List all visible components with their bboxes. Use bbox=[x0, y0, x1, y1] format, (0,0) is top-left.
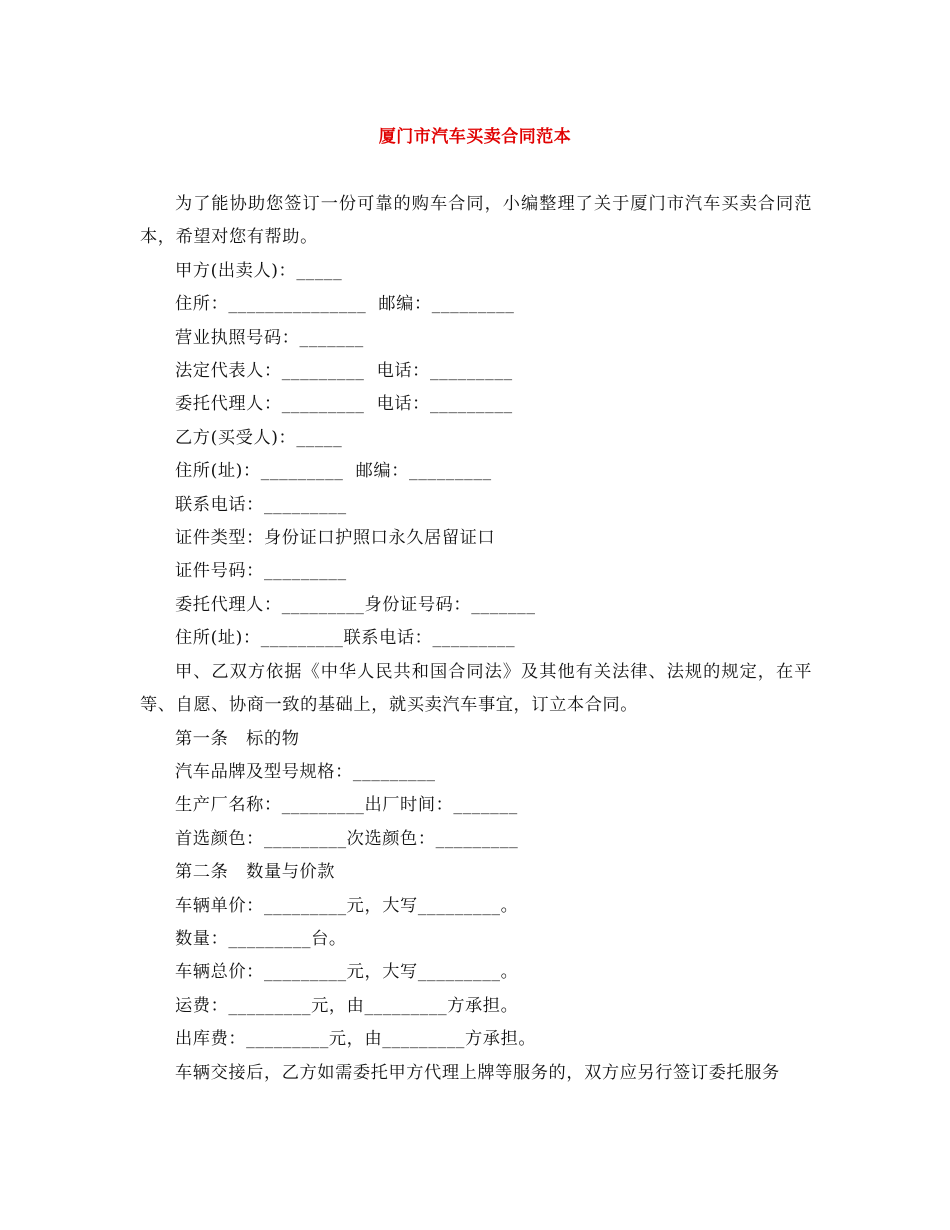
id-type-line: 证件类型：身份证口护照口永久居留证口 bbox=[175, 528, 496, 549]
party-a-agent-line: 委托代理人：_________ 电话：_________ bbox=[175, 394, 513, 415]
article-1-heading: 第一条 标的物 bbox=[175, 728, 300, 749]
business-license-line: 营业执照号码：_______ bbox=[175, 327, 364, 348]
party-a-address-line: 住所：_______________ 邮编：_________ bbox=[175, 294, 515, 315]
party-b-phone-line: 联系电话：_________ bbox=[175, 494, 347, 515]
document-body bbox=[140, 188, 812, 1090]
legal-basis-paragraph: 甲、乙双方依据《中华人民共和国合同法》及其他有关法律、法规的规定，在平等、自愿、协商一致的基础上，就买卖汽车事宜，订立本合同。 bbox=[140, 661, 812, 716]
party-a-seller-line: 甲方(出卖人)：_____ bbox=[175, 260, 343, 281]
party-b-address-line: 住所(址)：_________ 邮编：_________ bbox=[175, 461, 492, 482]
quantity-line: 数量：_________台。 bbox=[175, 928, 347, 949]
vehicle-model-line: 汽车品牌及型号规格：_________ bbox=[175, 761, 436, 782]
unit-price-line: 车辆单价：_________元，大写_________。 bbox=[175, 895, 519, 916]
warehouse-fee-line: 出库费：_________元，由_________方承担。 bbox=[175, 1029, 537, 1050]
party-b-agent-address-line: 住所(址)：_________联系电话：_________ bbox=[175, 628, 516, 649]
id-number-line: 证件号码：_________ bbox=[175, 561, 347, 582]
color-choice-line: 首选颜色：_________次选颜色：_________ bbox=[175, 828, 519, 849]
manufacturer-line: 生产厂名称：_________出厂时间：_______ bbox=[175, 795, 518, 816]
total-price-line: 车辆总价：_________元，大写_________。 bbox=[175, 962, 519, 983]
intro-paragraph: 为了能协助您签订一份可靠的购车合同，小编整理了关于厦门市汽车买卖合同范本，希望对您有帮助。 bbox=[140, 194, 812, 248]
freight-line: 运费：_________元，由_________方承担。 bbox=[175, 995, 519, 1016]
party-b-buyer-line: 乙方(买受人)：_____ bbox=[175, 427, 343, 448]
closing-paragraph: 车辆交接后，乙方如需委托甲方代理上牌等服务的，双方应另行签订委托服务 bbox=[175, 1062, 780, 1083]
document-title: 厦门市汽车买卖合同范本 bbox=[378, 127, 572, 147]
party-b-agent-line: 委托代理人：_________身份证号码：_______ bbox=[175, 594, 536, 615]
legal-representative-line: 法定代表人：_________ 电话：_________ bbox=[175, 361, 513, 382]
article-2-heading: 第二条 数量与价款 bbox=[175, 862, 336, 883]
